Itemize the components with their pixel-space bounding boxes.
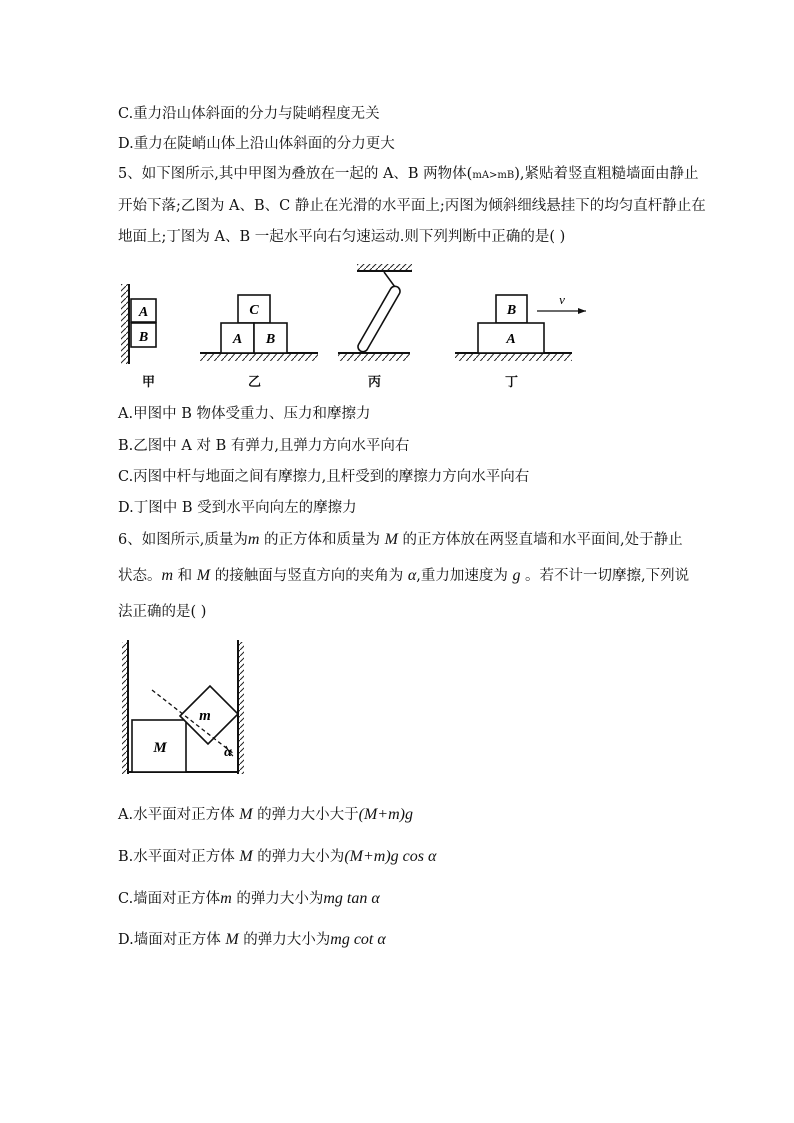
figure-ding: [455, 292, 586, 361]
figure-bing: [338, 264, 412, 361]
caption-yi: 乙: [248, 375, 262, 390]
q6-option-d: [118, 930, 386, 950]
q6-option-b: [118, 847, 436, 867]
yi-label-b: B: [265, 332, 276, 347]
q6-alpha: α: [407, 567, 417, 584]
q6-stem-line1-mid: 的正方体和质量为: [259, 532, 385, 548]
q6-option-a-var: M: [239, 806, 253, 823]
q6-option-d-pre: D.墙面对正方体: [118, 932, 226, 948]
q5-option-a: A.甲图中 B 物体受重力、压力和摩擦力: [118, 406, 371, 422]
ding-label-v: v: [559, 292, 565, 307]
fig-label-alpha: α: [224, 745, 232, 760]
q6-option-c-expr: mg tan α: [323, 890, 380, 907]
q5-option-c: C.丙图中杆与地面之间有摩擦力,且杆受到的摩擦力方向水平向右: [118, 469, 530, 485]
bing-rod: [356, 284, 402, 353]
q6-option-b-mid: 的弹力大小为: [252, 849, 345, 865]
q5-figure: [0, 262, 794, 392]
yi-label-c: C: [249, 303, 259, 318]
bing-string: [384, 272, 395, 287]
q5-stem-line1-pre: 5、如下图所示,其中甲图为叠放在一起的 A、B 两物体(: [118, 166, 473, 182]
caption-bing: 丙: [368, 375, 382, 390]
q5-stem-line3: 地面上;丁图为 A、B 一起水平向右匀速运动.则下列判断中正确的是( ): [118, 229, 566, 245]
q5-stem-line2: 开始下落;乙图为 A、B、C 静止在光滑的水平面上;丙图为倾斜细线悬挂下的均匀直杆静止在: [118, 198, 706, 214]
q5-mass-relation: mA>mB: [472, 170, 515, 181]
q6-line2-var-m: m: [161, 567, 174, 584]
figure-yi: [200, 295, 318, 361]
yi-label-a: A: [232, 332, 243, 347]
q6-option-d-var: M: [225, 931, 239, 948]
q6-line2-var-M: M: [196, 567, 211, 584]
q6-line2-post: 。若不计一切摩擦,下列说: [520, 568, 690, 584]
figure-jia: [121, 284, 156, 364]
fig-label-m: m: [199, 708, 211, 724]
q6-option-b-var: M: [239, 848, 253, 865]
q6-stem-line1: [118, 530, 683, 550]
fig-label-M: M: [153, 740, 167, 756]
q6-stem-line3: 法正确的是( ): [118, 604, 207, 620]
q6-var-m: m: [247, 531, 260, 548]
q6-option-a: [118, 805, 413, 825]
q6-option-d-mid: 的弹力大小为: [238, 932, 331, 948]
q5-stem-line1-post: ),紧贴着竖直粗糙墙面由静止: [514, 166, 699, 182]
ding-label-a: A: [506, 332, 516, 347]
q6-option-a-pre: A.水平面对正方体: [118, 807, 240, 823]
q6-line2-and: 和: [173, 568, 197, 584]
q6-stem-line1-post: 的正方体放在两竖直墙和水平面间,处于静止: [397, 532, 683, 548]
q6-option-c: [118, 889, 380, 909]
q6-stem-line1-pre: 6、如图所示,质量为: [118, 532, 248, 548]
q6-g: g: [512, 567, 521, 584]
q6-option-d-expr: mg cot α: [330, 931, 386, 948]
q6-option-b-expr: (M+m)g cos α: [344, 848, 437, 865]
q6-option-c-var: m: [220, 890, 232, 907]
q6-option-c-mid: 的弹力大小为: [231, 891, 324, 907]
jia-label-b: B: [138, 330, 149, 345]
option-d-prev: D.重力在陡峭山体上沿山体斜面的分力更大: [118, 136, 395, 152]
q6-figure: [0, 632, 794, 782]
q6-stem-line2-pre: 状态。: [118, 568, 162, 584]
ding-label-b: B: [506, 303, 517, 318]
q6-option-a-mid: 的弹力大小大于: [252, 807, 359, 823]
option-c-prev: C.重力沿山体斜面的分力与陡峭程度无关: [118, 106, 380, 122]
q6-option-a-expr: (M+m)g: [358, 806, 413, 823]
caption-jia: 甲: [142, 375, 156, 390]
q5-option-d: D.丁图中 B 受到水平向向左的摩擦力: [118, 500, 357, 516]
q6-line2-mid: 的接触面与竖直方向的夹角为: [210, 568, 408, 584]
q5-option-b: B.乙图中 A 对 B 有弹力,且弹力方向水平向右: [118, 438, 410, 454]
q6-line2-mid2: ,重力加速度为: [416, 568, 513, 584]
q6-option-c-pre: C.墙面对正方体: [118, 891, 221, 907]
q6-var-M: M: [384, 531, 398, 548]
caption-ding: 丁: [505, 375, 519, 390]
q5-stem-line1: [118, 164, 699, 186]
jia-label-a: A: [138, 305, 149, 320]
q6-option-b-pre: B.水平面对正方体: [118, 849, 240, 865]
q6-stem-line2: [118, 566, 689, 586]
